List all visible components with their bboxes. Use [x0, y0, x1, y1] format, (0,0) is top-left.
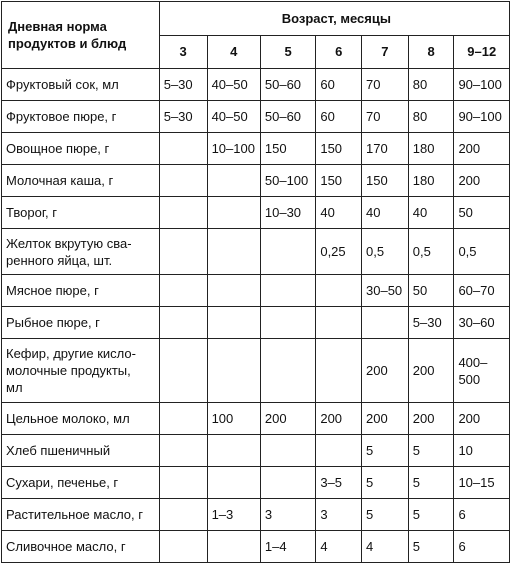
- cell: [207, 307, 260, 339]
- table-row: [2, 197, 510, 229]
- table-row: [2, 435, 510, 467]
- cell: 200: [260, 403, 315, 435]
- cell: 90–100: [454, 69, 510, 101]
- table-row: [2, 339, 510, 403]
- cell: 200: [408, 339, 454, 403]
- row-label: Сухари, печенье, г: [2, 467, 160, 499]
- cell: 3: [316, 499, 362, 531]
- cell: 6: [454, 531, 510, 563]
- row-label: Цельное молоко, мл: [2, 403, 160, 435]
- cell: 5–30: [159, 101, 207, 133]
- cell: [316, 275, 362, 307]
- table-row: [2, 467, 510, 499]
- cell: [260, 467, 315, 499]
- row-label: Рыбное пюре, г: [2, 307, 160, 339]
- cell: 5–30: [159, 69, 207, 101]
- nutrition-table: [1, 1, 510, 563]
- cell: 180: [408, 133, 454, 165]
- cell: [260, 339, 315, 403]
- cell: [159, 197, 207, 229]
- cell: 30–60: [454, 307, 510, 339]
- cell: 40–50: [207, 101, 260, 133]
- cell: [207, 531, 260, 563]
- header-month: 3: [159, 35, 207, 69]
- cell: 0,5: [454, 229, 510, 275]
- cell: [159, 275, 207, 307]
- cell: 400– 500: [454, 339, 510, 403]
- cell: [207, 165, 260, 197]
- cell: [159, 229, 207, 275]
- cell: 80: [408, 101, 454, 133]
- cell: [207, 435, 260, 467]
- header-month: 7: [362, 35, 409, 69]
- cell: 30–50: [362, 275, 409, 307]
- table-row: [2, 69, 510, 101]
- cell: 3–5: [316, 467, 362, 499]
- cell: 200: [362, 403, 409, 435]
- cell: 200: [454, 133, 510, 165]
- cell: 200: [362, 339, 409, 403]
- cell: 150: [260, 133, 315, 165]
- row-label: Молочная каша, г: [2, 165, 160, 197]
- header-products: Дневная норма продуктов и блюд: [2, 2, 160, 69]
- row-label: Мясное пюре, г: [2, 275, 160, 307]
- cell: 5: [408, 467, 454, 499]
- cell: 50: [408, 275, 454, 307]
- cell: [159, 435, 207, 467]
- header-month: 9–12: [454, 35, 510, 69]
- header-month: 6: [316, 35, 362, 69]
- table-row: [2, 133, 510, 165]
- table-row: [2, 275, 510, 307]
- cell: 50–60: [260, 69, 315, 101]
- cell: 40: [408, 197, 454, 229]
- cell: 5: [408, 531, 454, 563]
- cell: 5–30: [408, 307, 454, 339]
- cell: 100: [207, 403, 260, 435]
- cell: 4: [362, 531, 409, 563]
- row-label: Желток вкрутую сва- ренного яйца, шт.: [2, 229, 160, 275]
- cell: [159, 339, 207, 403]
- cell: 60: [316, 101, 362, 133]
- cell: [316, 435, 362, 467]
- cell: [159, 307, 207, 339]
- row-label: Фруктовое пюре, г: [2, 101, 160, 133]
- header-month: 8: [408, 35, 454, 69]
- cell: 90–100: [454, 101, 510, 133]
- cell: 50–60: [260, 101, 315, 133]
- cell: 180: [408, 165, 454, 197]
- cell: [316, 307, 362, 339]
- cell: [159, 403, 207, 435]
- cell: [260, 435, 315, 467]
- table-row: [2, 403, 510, 435]
- cell: 4: [316, 531, 362, 563]
- header-month: 5: [260, 35, 315, 69]
- cell: 10–100: [207, 133, 260, 165]
- cell: 70: [362, 101, 409, 133]
- cell: 1–3: [207, 499, 260, 531]
- cell: 200: [316, 403, 362, 435]
- table-row: [2, 307, 510, 339]
- cell: 1–4: [260, 531, 315, 563]
- table-row: [2, 165, 510, 197]
- cell: 60: [316, 69, 362, 101]
- row-label: Кефир, другие кисло- молочные продукты, мл: [2, 339, 160, 403]
- cell: 170: [362, 133, 409, 165]
- cell: [260, 229, 315, 275]
- cell: 10: [454, 435, 510, 467]
- cell: 150: [316, 165, 362, 197]
- cell: [260, 307, 315, 339]
- row-label: Растительное масло, г: [2, 499, 160, 531]
- cell: [159, 133, 207, 165]
- cell: 200: [408, 403, 454, 435]
- cell: 5: [408, 435, 454, 467]
- row-label: Фруктовый сок, мл: [2, 69, 160, 101]
- table-row: [2, 229, 510, 275]
- cell: [207, 339, 260, 403]
- cell: 5: [362, 499, 409, 531]
- cell: [362, 307, 409, 339]
- cell: 5: [362, 435, 409, 467]
- cell: 10–15: [454, 467, 510, 499]
- cell: 0,5: [408, 229, 454, 275]
- cell: 6: [454, 499, 510, 531]
- cell: [207, 197, 260, 229]
- cell: [260, 275, 315, 307]
- cell: 3: [260, 499, 315, 531]
- cell: [159, 499, 207, 531]
- cell: 0,5: [362, 229, 409, 275]
- cell: 70: [362, 69, 409, 101]
- cell: 0,25: [316, 229, 362, 275]
- header-month: 4: [207, 35, 260, 69]
- cell: 60–70: [454, 275, 510, 307]
- row-label: Творог, г: [2, 197, 160, 229]
- header-age: Возраст, месяцы: [159, 2, 509, 36]
- cell: 40: [316, 197, 362, 229]
- cell: 40–50: [207, 69, 260, 101]
- cell: [316, 339, 362, 403]
- cell: 150: [362, 165, 409, 197]
- row-label: Сливочное масло, г: [2, 531, 160, 563]
- cell: [159, 165, 207, 197]
- cell: 150: [316, 133, 362, 165]
- cell: 80: [408, 69, 454, 101]
- table-row: [2, 499, 510, 531]
- cell: 5: [362, 467, 409, 499]
- cell: 50: [454, 197, 510, 229]
- table-row: [2, 531, 510, 563]
- cell: [207, 275, 260, 307]
- cell: 200: [454, 403, 510, 435]
- cell: [159, 467, 207, 499]
- cell: 5: [408, 499, 454, 531]
- cell: 50–100: [260, 165, 315, 197]
- row-label: Хлеб пшеничный: [2, 435, 160, 467]
- row-label: Овощное пюре, г: [2, 133, 160, 165]
- cell: [207, 229, 260, 275]
- cell: 40: [362, 197, 409, 229]
- cell: [207, 467, 260, 499]
- cell: 10–30: [260, 197, 315, 229]
- cell: 200: [454, 165, 510, 197]
- cell: [159, 531, 207, 563]
- table-row: [2, 101, 510, 133]
